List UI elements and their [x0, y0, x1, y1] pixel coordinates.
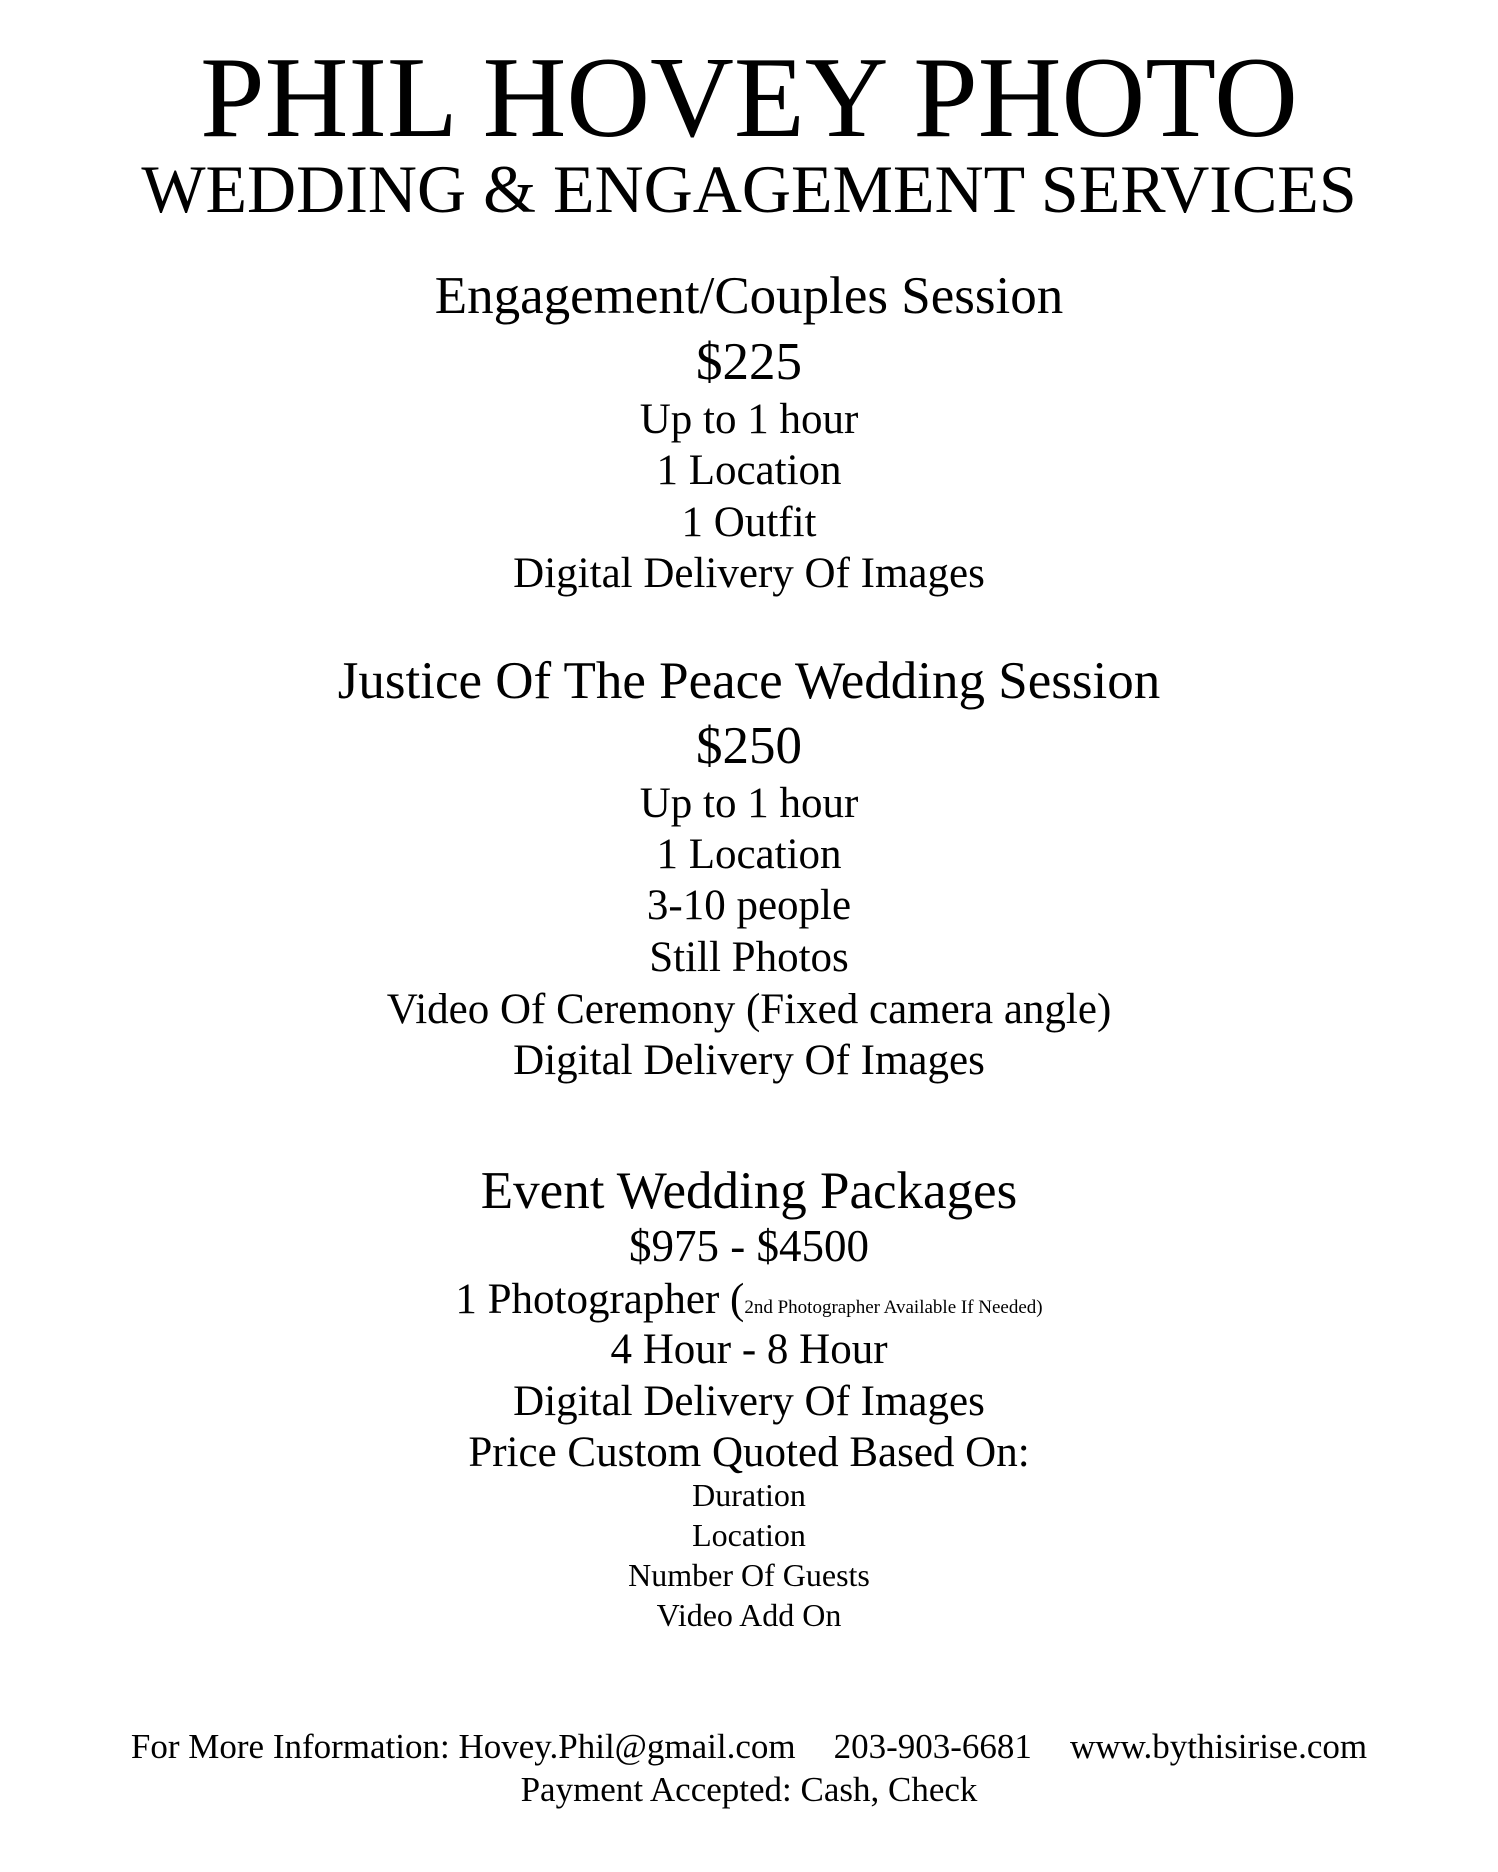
- engagement-item: Digital Delivery Of Images: [513, 550, 985, 597]
- page-subtitle: WEDDING & ENGAGEMENT SERVICES: [141, 151, 1357, 227]
- event-heading: Event Wedding Packages: [480, 1162, 1018, 1220]
- justice-item: 1 Location: [656, 831, 842, 878]
- footer-payment: Payment Accepted: Cash, Check: [520, 1770, 978, 1809]
- event-factor: Duration: [692, 1477, 806, 1513]
- event-photographer-line: [0, 1278, 1498, 1321]
- footer-info: For More Information: Hovey.Phil@gmail.com: [130, 1727, 796, 1766]
- justice-item: 3-10 people: [646, 882, 852, 929]
- justice-price: $250: [696, 717, 802, 775]
- engagement-price: $225: [696, 333, 802, 391]
- justice-item: Digital Delivery Of Images: [513, 1037, 985, 1084]
- justice-item: Up to 1 hour: [639, 780, 859, 827]
- event-item: 4 Hour - 8 Hour: [610, 1326, 888, 1373]
- engagement-item: 1 Outfit: [681, 499, 817, 546]
- justice-item: Video Of Ceremony (Fixed camera angle): [386, 986, 1112, 1033]
- page-title: PHIL HOVEY PHOTO: [200, 34, 1298, 162]
- engagement-heading: Engagement/Couples Session: [434, 267, 1064, 325]
- engagement-item: Up to 1 hour: [639, 396, 859, 443]
- engagement-item: 1 Location: [656, 447, 842, 494]
- justice-item: Still Photos: [649, 934, 849, 981]
- event-photographer: 1 Photographer (: [455, 1276, 745, 1323]
- event-item: Price Custom Quoted Based On:: [468, 1429, 1030, 1476]
- event-item: Digital Delivery Of Images: [513, 1378, 985, 1425]
- event-price: $975 - $4500: [629, 1221, 869, 1271]
- justice-heading: Justice Of The Peace Wedding Session: [337, 652, 1161, 710]
- event-factor: Number Of Guests: [628, 1557, 870, 1593]
- footer-phone: 203-903-6681: [833, 1727, 1032, 1766]
- footer-contact: [0, 1729, 1498, 1764]
- event-factor: Location: [692, 1517, 806, 1553]
- event-photographer-note: 2nd Photographer Available If Needed): [744, 1297, 1043, 1318]
- event-factor: Video Add On: [656, 1597, 842, 1633]
- footer-website: www.bythisirise.com: [1069, 1727, 1368, 1766]
